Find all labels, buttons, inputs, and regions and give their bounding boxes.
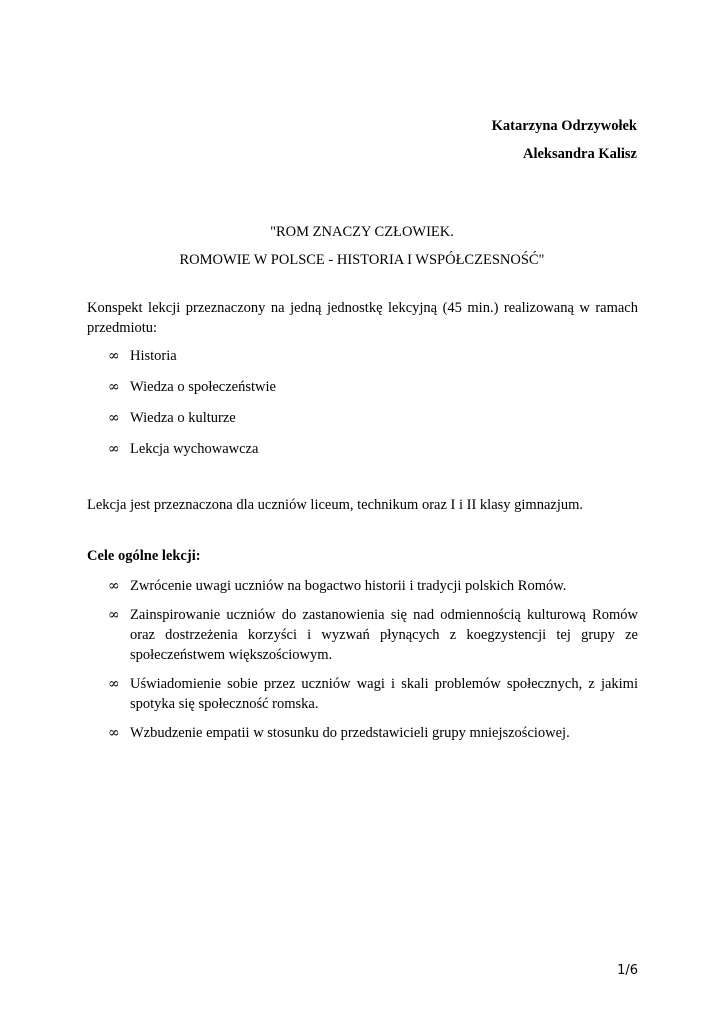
infinity-bullet-icon: ∞: [108, 725, 120, 741]
list-item: [108, 408, 276, 439]
title-line-1: "ROM ZNACZY CZŁOWIEK.: [270, 224, 454, 240]
intro-paragraph: Konspekt lekcji przeznaczony na jedną jednostkę lekcyjną (45 min.) realizowaną w ramach przedmiotu:: [87, 300, 638, 336]
subject-label: Historia: [130, 348, 177, 364]
document-title: [0, 218, 724, 274]
page-number: 1/6: [617, 963, 638, 978]
goal-text: Zainspirowanie uczniów do zastanowienia się nad odmiennością kulturową Romów oraz dostrzeżenia korzyści i wyzwań płynących z koegzystencji tej grupy ze społeczeństwem większościowym.: [130, 607, 638, 663]
infinity-bullet-icon: ∞: [108, 578, 120, 594]
list-item: [108, 605, 638, 665]
list-item: [108, 346, 276, 377]
list-item: [108, 439, 276, 470]
goal-text: Uświadomienie sobie przez uczniów wagi i skali problemów społecznych, z jakimi spotyka się społeczność romska.: [130, 676, 638, 712]
goals-list: [108, 576, 638, 752]
infinity-bullet-icon: ∞: [108, 607, 120, 623]
infinity-bullet-icon: ∞: [108, 348, 120, 364]
list-item: [108, 723, 638, 743]
subject-label: Wiedza o społeczeństwie: [130, 379, 276, 395]
audience-paragraph: Lekcja jest przeznaczona dla uczniów liceum, technikum oraz I i II klasy gimnazjum.: [87, 497, 584, 513]
list-item: [108, 674, 638, 714]
list-item: [108, 576, 638, 596]
infinity-bullet-icon: ∞: [108, 441, 120, 457]
author-name: Katarzyna Odrzywołek: [491, 118, 637, 134]
subject-label: Lekcja wychowawcza: [130, 441, 259, 457]
goal-text: Zwrócenie uwagi uczniów na bogactwo historii i tradycji polskich Romów.: [130, 578, 567, 594]
goals-heading: Cele ogólne lekcji:: [87, 548, 201, 564]
infinity-bullet-icon: ∞: [108, 410, 120, 426]
author-name: Aleksandra Kalisz: [523, 146, 637, 162]
goal-text: Wzbudzenie empatii w stosunku do przedstawicieli grupy mniejszościowej.: [130, 725, 570, 741]
title-line-2: ROMOWIE W POLSCE - HISTORIA I WSPÓŁCZESNOŚĆ": [179, 252, 545, 268]
infinity-bullet-icon: ∞: [108, 676, 120, 692]
infinity-bullet-icon: ∞: [108, 379, 120, 395]
list-item: [108, 377, 276, 408]
subjects-list: [108, 346, 276, 470]
subject-label: Wiedza o kulturze: [130, 410, 236, 426]
authors-block: [492, 112, 637, 168]
